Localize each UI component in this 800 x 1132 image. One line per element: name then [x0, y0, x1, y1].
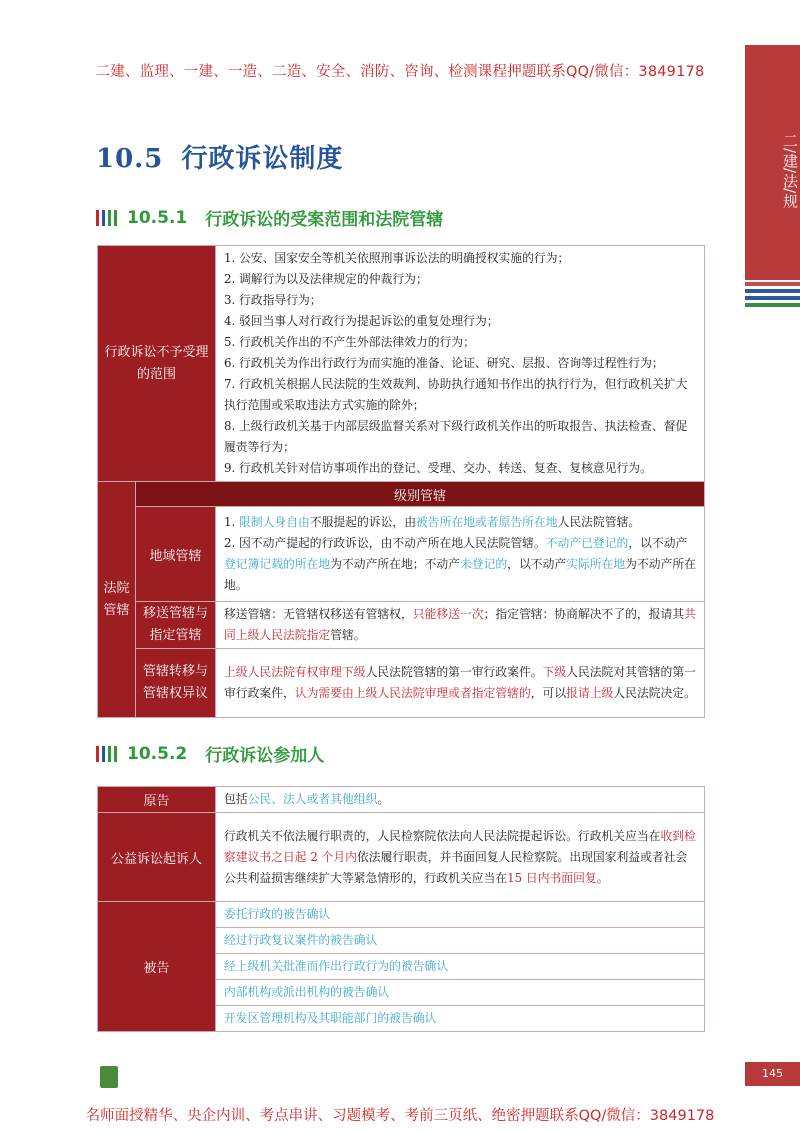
highlight-text: 共同上级人民法院指定 [224, 607, 696, 642]
subsection-title-1 [96, 205, 443, 230]
text-run: 。 [377, 792, 390, 806]
text-run: ，以不动产 [507, 557, 567, 571]
transfer-content [216, 602, 705, 649]
list-item: 经过行政复议案件的被告确认 [216, 928, 704, 954]
text-run: 为不动产所在地。 [224, 557, 696, 592]
text-run: ，以不动产 [628, 536, 688, 550]
transfer-header: 移送管辖与指定管辖 [136, 602, 216, 649]
subsection-title-2 [96, 741, 324, 766]
highlight-text: 实际所在地 [566, 557, 626, 571]
text-run: 包括 [224, 792, 248, 806]
page-number: 145 [745, 1062, 800, 1086]
side-chapter-tab [745, 45, 800, 280]
territory-header: 地域管辖 [136, 507, 216, 602]
subsection-label: 行政诉讼参加人 [205, 746, 325, 766]
text-run: 人民法院对其管辖的第一审行政案件， [224, 665, 696, 700]
not-accepted-list [216, 246, 705, 482]
side-stripes [745, 282, 800, 310]
plaintiff-header: 原告 [98, 787, 216, 813]
list-item: 3. 行政指导行为； [224, 293, 322, 307]
book-logo-icon [100, 1066, 118, 1088]
section-number: 10.5 [96, 144, 164, 174]
list-item: 5. 行政机关作出的不产生外部法律效力的行为； [224, 335, 475, 349]
bars-icon [96, 746, 117, 762]
highlight-text: 只能移送一次 [412, 607, 484, 621]
highlight-text: 收到检察建议书之日起 2 个月内 [224, 828, 696, 864]
list-item: 经上级机关批准而作出行政行为的被告确认 [216, 954, 704, 980]
highlight-text: 认为需要由上级人民法院审理或者指定管辖的 [294, 686, 531, 700]
list-item: 4. 驳回当事人对行政行为提起诉讼的重复处理行为； [224, 314, 499, 328]
text-run: 人民法院决定。 [613, 686, 696, 700]
subsection-number: 10.5.2 [127, 743, 188, 764]
text-run: 为不动产所在地；不动产 [330, 557, 460, 571]
list-item: 委托行政的被告确认 [216, 902, 704, 928]
shift-header: 管辖转移与管辖权异议 [136, 649, 216, 718]
level-jurisdiction-header: 级别管辖 [136, 482, 705, 507]
list-item: 6. 行政机关为作出行政行为而实施的准备、论证、研究、层报、咨询等过程性行为； [224, 356, 664, 370]
public-interest-content [216, 813, 705, 902]
text-run: 人民法院管辖的第一审行政案件。 [365, 665, 543, 679]
bars-icon [96, 210, 117, 226]
defendant-list [216, 902, 705, 1032]
list-item: 开发区管理机构及其职能部门的被告确认 [224, 1011, 437, 1025]
jurisdiction-table [97, 245, 705, 718]
text-run: 人民法院管辖。 [557, 515, 641, 529]
highlight-text: 限制人身自由 [239, 515, 310, 529]
text-run: 1. [224, 515, 240, 529]
table-header-cell: 行政诉讼不予受理的范围 [98, 246, 216, 482]
text-run: ；指定管辖：协商解决不了的，报请其 [483, 607, 685, 621]
list-item: 1. 公安、国家安全等机关依照刑事诉讼法的明确授权实施的行为； [224, 251, 570, 265]
shift-content [216, 649, 705, 718]
list-item: 7. 行政机关根据人民法院的生效裁判、协助执行通知书作出的执行行为，但行政机关扩大执行范围或采取违法方式实施的除外； [224, 377, 688, 412]
highlight-text: 15 日内书面回复 [507, 870, 597, 885]
highlight-text: 被告所在地或者原告所在地 [416, 515, 558, 529]
section-title: 行政诉讼制度 [181, 144, 344, 174]
text-run: 行政机关不依法履行职责的，人民检察院依法向人民法院提起诉讼。行政机关应当在 [224, 828, 661, 843]
highlight-text: 不动产已登记的 [545, 536, 629, 550]
subsection-number: 10.5.1 [127, 207, 188, 228]
defendant-header: 被告 [98, 902, 216, 1032]
text-run: 管辖。 [330, 628, 366, 642]
side-tab-label: 二/建/法/规 [781, 133, 799, 209]
plaintiff-content [216, 787, 705, 813]
court-jurisdiction-header: 法院管辖 [98, 482, 136, 718]
text-run: 2. 因不动产提起的行政诉讼，由不动产所在地人民法院管辖。 [224, 536, 546, 550]
bottom-promo-banner: 名师面授精华、央企内训、考点串讲、习题模考、考前三页纸、绝密押题联系QQ/微信：3849178 [85, 1108, 715, 1124]
highlight-text: 上级人民法院有权审理下级 [224, 665, 366, 679]
list-item: 9. 行政机关针对信访事项作出的登记、受理、交办、转送、复查、复核意见行为。 [224, 461, 652, 475]
highlight-text: 下级 [542, 665, 567, 679]
list-item: 内部机构或派出机构的被告确认 [216, 980, 704, 1006]
participants-table [97, 786, 705, 1032]
top-promo-banner: 二建、监理、一建、一造、二造、安全、消防、咨询、检测课程押题联系QQ/微信：3849178 [95, 64, 705, 80]
highlight-text: 未登记的 [459, 557, 508, 571]
text-run: ，可以 [530, 686, 567, 700]
text-run: 不服提起的诉讼，由 [309, 515, 416, 529]
highlight-text: 公民、法人或者其他组织 [247, 792, 378, 806]
highlight-text: 报请上级 [566, 686, 614, 700]
page-title [96, 138, 343, 175]
text-run: 依法履行职责，并书面回复人民检察院。出现国家利益或者社会公共利益损害继续扩大等紧急情形的，行政机关应当在 [224, 849, 688, 885]
subsection-label: 行政诉讼的受案范围和法院管辖 [205, 210, 444, 230]
text-run: 移送管辖：无管辖权移送有管辖权， [224, 607, 413, 621]
list-item: 2. 调解行为以及法律规定的仲裁行为； [224, 272, 428, 286]
text-run: 。 [596, 870, 609, 885]
public-interest-header: 公益诉讼起诉人 [98, 813, 216, 902]
territory-content [216, 507, 705, 602]
highlight-text: 登记簿记载的所在地 [224, 557, 331, 571]
list-item: 8. 上级行政机关基于内部层级监督关系对下级行政机关作出的听取报告、执法检查、督促履责等行为； [224, 419, 688, 454]
